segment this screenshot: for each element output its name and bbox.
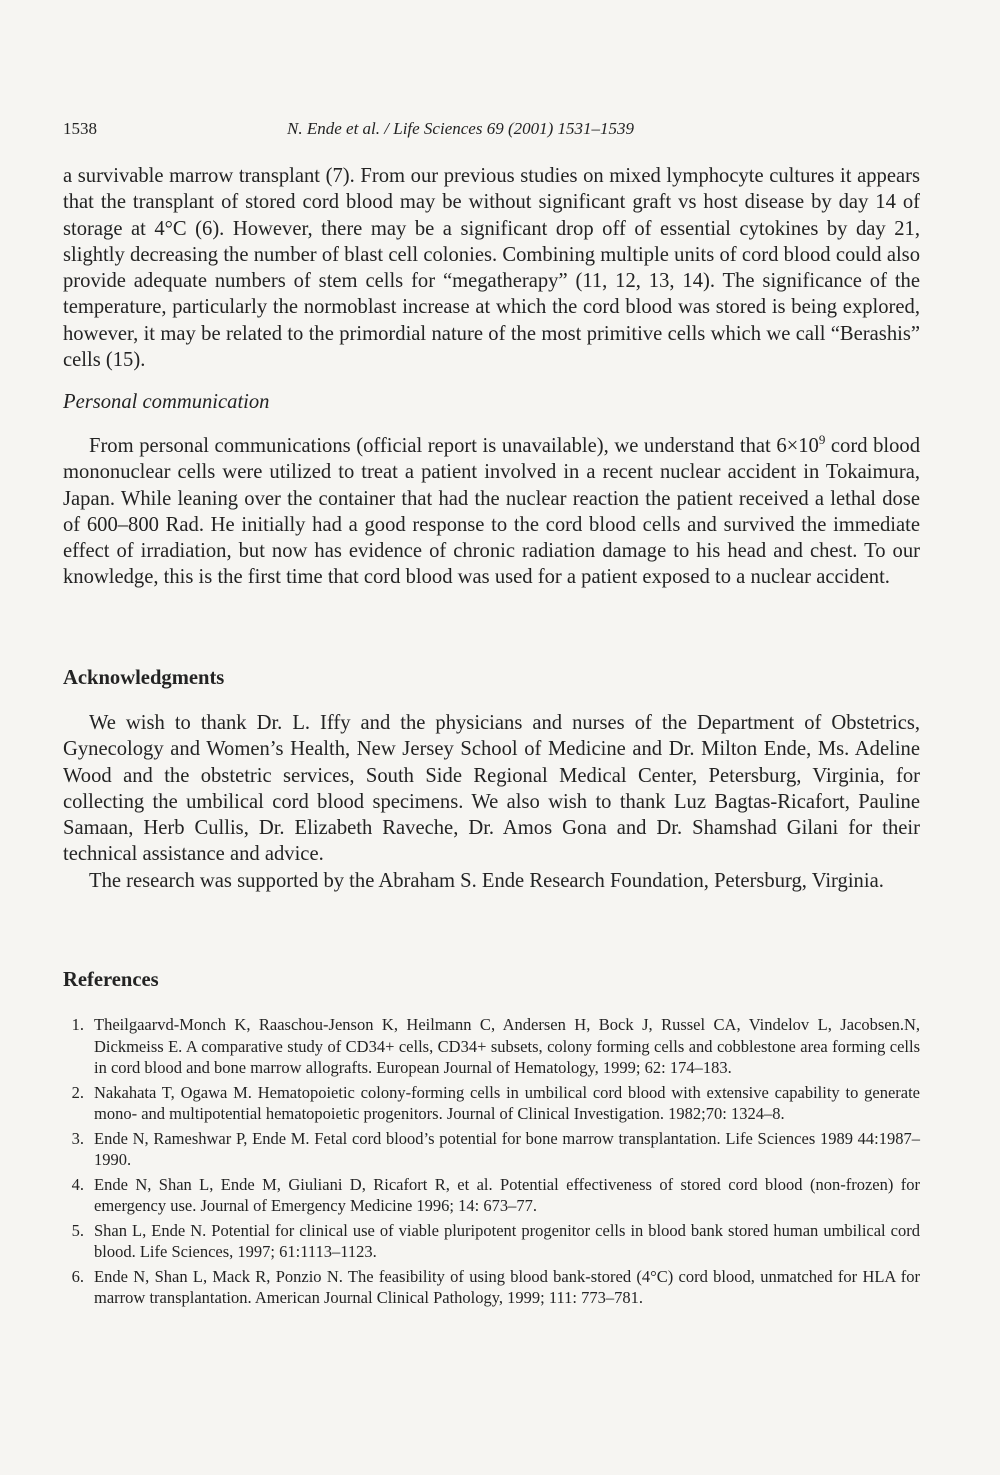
reference-number: 1. <box>71 1015 84 1034</box>
acknowledgments-paragraph-1: We wish to thank Dr. L. Iffy and the physicians and nurses of the Department of Obstetrics, Gynecology and Women’s Health, New Jersey School of Medicine and Dr. Milton Ende, Ms. Adeline Wood and the obstetric services, South Side Regional Medical Center, Petersburg, Virginia, for collecting the umbilical cord blood specimens. We also wish to thank Luz Bagtas-Ricafort, Pauline Samaan, Herb Cullis, Dr. Elizabeth Raveche, Dr. Amos Gona and Dr. Shamshad Gilani for their technical assistance and advice. <box>63 712 920 866</box>
personal-communication-heading: Personal communication <box>63 391 270 413</box>
running-title: N. Ende et al. / Life Sciences 69 (2001) 1531–1539 <box>287 119 635 138</box>
personal-communication-section <box>63 433 920 591</box>
reference-item <box>60 1220 920 1263</box>
reference-text: Theilgaarvd-Monch K, Raaschou-Jenson K, Heilmann C, Andersen H, Bock J, Russel CA, Vindelov L, Jacobsen.N, Dickmeiss E. A comparative study of CD34+ cells, CD34+ subsets, colony forming cells and cobblestone area forming cells in cord blood and bone marrow allografts. European Journal of Hematology, 1999; 62: 174–183. <box>94 1015 920 1077</box>
reference-item <box>60 1014 920 1079</box>
personal-communication-rest: cord blood mononuclear cells were utilized to treat a patient involved in a recent nuclear accident in Tokaimura, Japan. While leaning over the container that had the nuclear reaction the patient received a lethal dose of 600–800 Rad. He initially had a good response to the cord blood cells and survived the immediate effect of irradiation, but now has evidence of chronic radiation damage to his head and chest. To our knowledge, this is the first time that cord blood was used for a patient exposed to a nuclear accident. <box>63 435 920 589</box>
references-list <box>60 1014 920 1312</box>
reference-item <box>60 1082 920 1125</box>
reference-text: Ende N, Shan L, Mack R, Ponzio N. The feasibility of using blood bank-stored (4°C) cord blood, unmatched for HLA for marrow transplantation. American Journal Clinical Pathology, 1999; 111: 773–781. <box>94 1266 920 1307</box>
reference-item <box>60 1266 920 1309</box>
reference-number: 6. <box>71 1266 84 1286</box>
personal-communication-lead: From personal communications (official report is unavailable), we understand that 6×10 <box>89 435 819 457</box>
reference-item <box>60 1128 920 1171</box>
running-header <box>63 119 923 143</box>
reference-number: 4. <box>71 1174 84 1194</box>
reference-text: Shan L, Ende N. Potential for clinical use of viable pluripotent progenitor cells in blood bank stored human umbilical cord blood. Life Sciences, 1997; 61:1113–1123. <box>94 1220 920 1261</box>
personal-communication-paragraph <box>63 433 920 591</box>
reference-number: 2. <box>71 1082 84 1102</box>
intro-paragraph: a survivable marrow transplant (7). From our previous studies on mixed lymphocyte cultures it appears that the transplant of stored cord blood may be without significant graft vs host disease by day 14 of storage at 4°C (6). However, there may be a significant drop off of essential cytokines by day 21, slightly decreasing the number of blast cell colonies. Combining multiple units of cord blood could also provide adequate numbers of stem cells for “megatherapy” (11, 12, 13, 14). The significance of the temperature, particularly the normoblast increase at which the cord blood was stored is being explored, however, it may be related to the primordial nature of the most primitive cells which we call “Berashis” cells (15). <box>63 165 920 372</box>
reference-number: 5. <box>71 1220 84 1240</box>
references-heading: References <box>63 969 159 991</box>
reference-text: Nakahata T, Ogawa M. Hematopoietic colony-forming cells in umbilical cord blood with extensive capability to generate mono- and multipotential hematopoietic progenitors. Journal of Clinical Investigation. 1982;70: 1324–8. <box>94 1082 920 1123</box>
acknowledgments-paragraph-2: The research was supported by the Abraham S. Ende Research Foundation, Petersburg, Virginia. <box>89 869 884 892</box>
acknowledgments-section <box>63 710 920 894</box>
intro-section <box>63 163 920 373</box>
reference-item <box>60 1174 920 1217</box>
reference-text: Ende N, Rameshwar P, Ende M. Fetal cord blood’s potential for bone marrow transplantation. Life Sciences 1989 44:1987–1990. <box>94 1128 920 1169</box>
acknowledgments-heading: Acknowledgments <box>63 667 225 689</box>
page-number: 1538 <box>63 119 97 138</box>
reference-text: Ende N, Shan L, Ende M, Giuliani D, Ricafort R, et al. Potential effectiveness of stored cord blood (non-frozen) for emergency use. Journal of Emergency Medicine 1996; 14: 673–77. <box>94 1174 920 1215</box>
reference-number: 3. <box>71 1128 84 1148</box>
exponent: 9 <box>818 432 826 447</box>
